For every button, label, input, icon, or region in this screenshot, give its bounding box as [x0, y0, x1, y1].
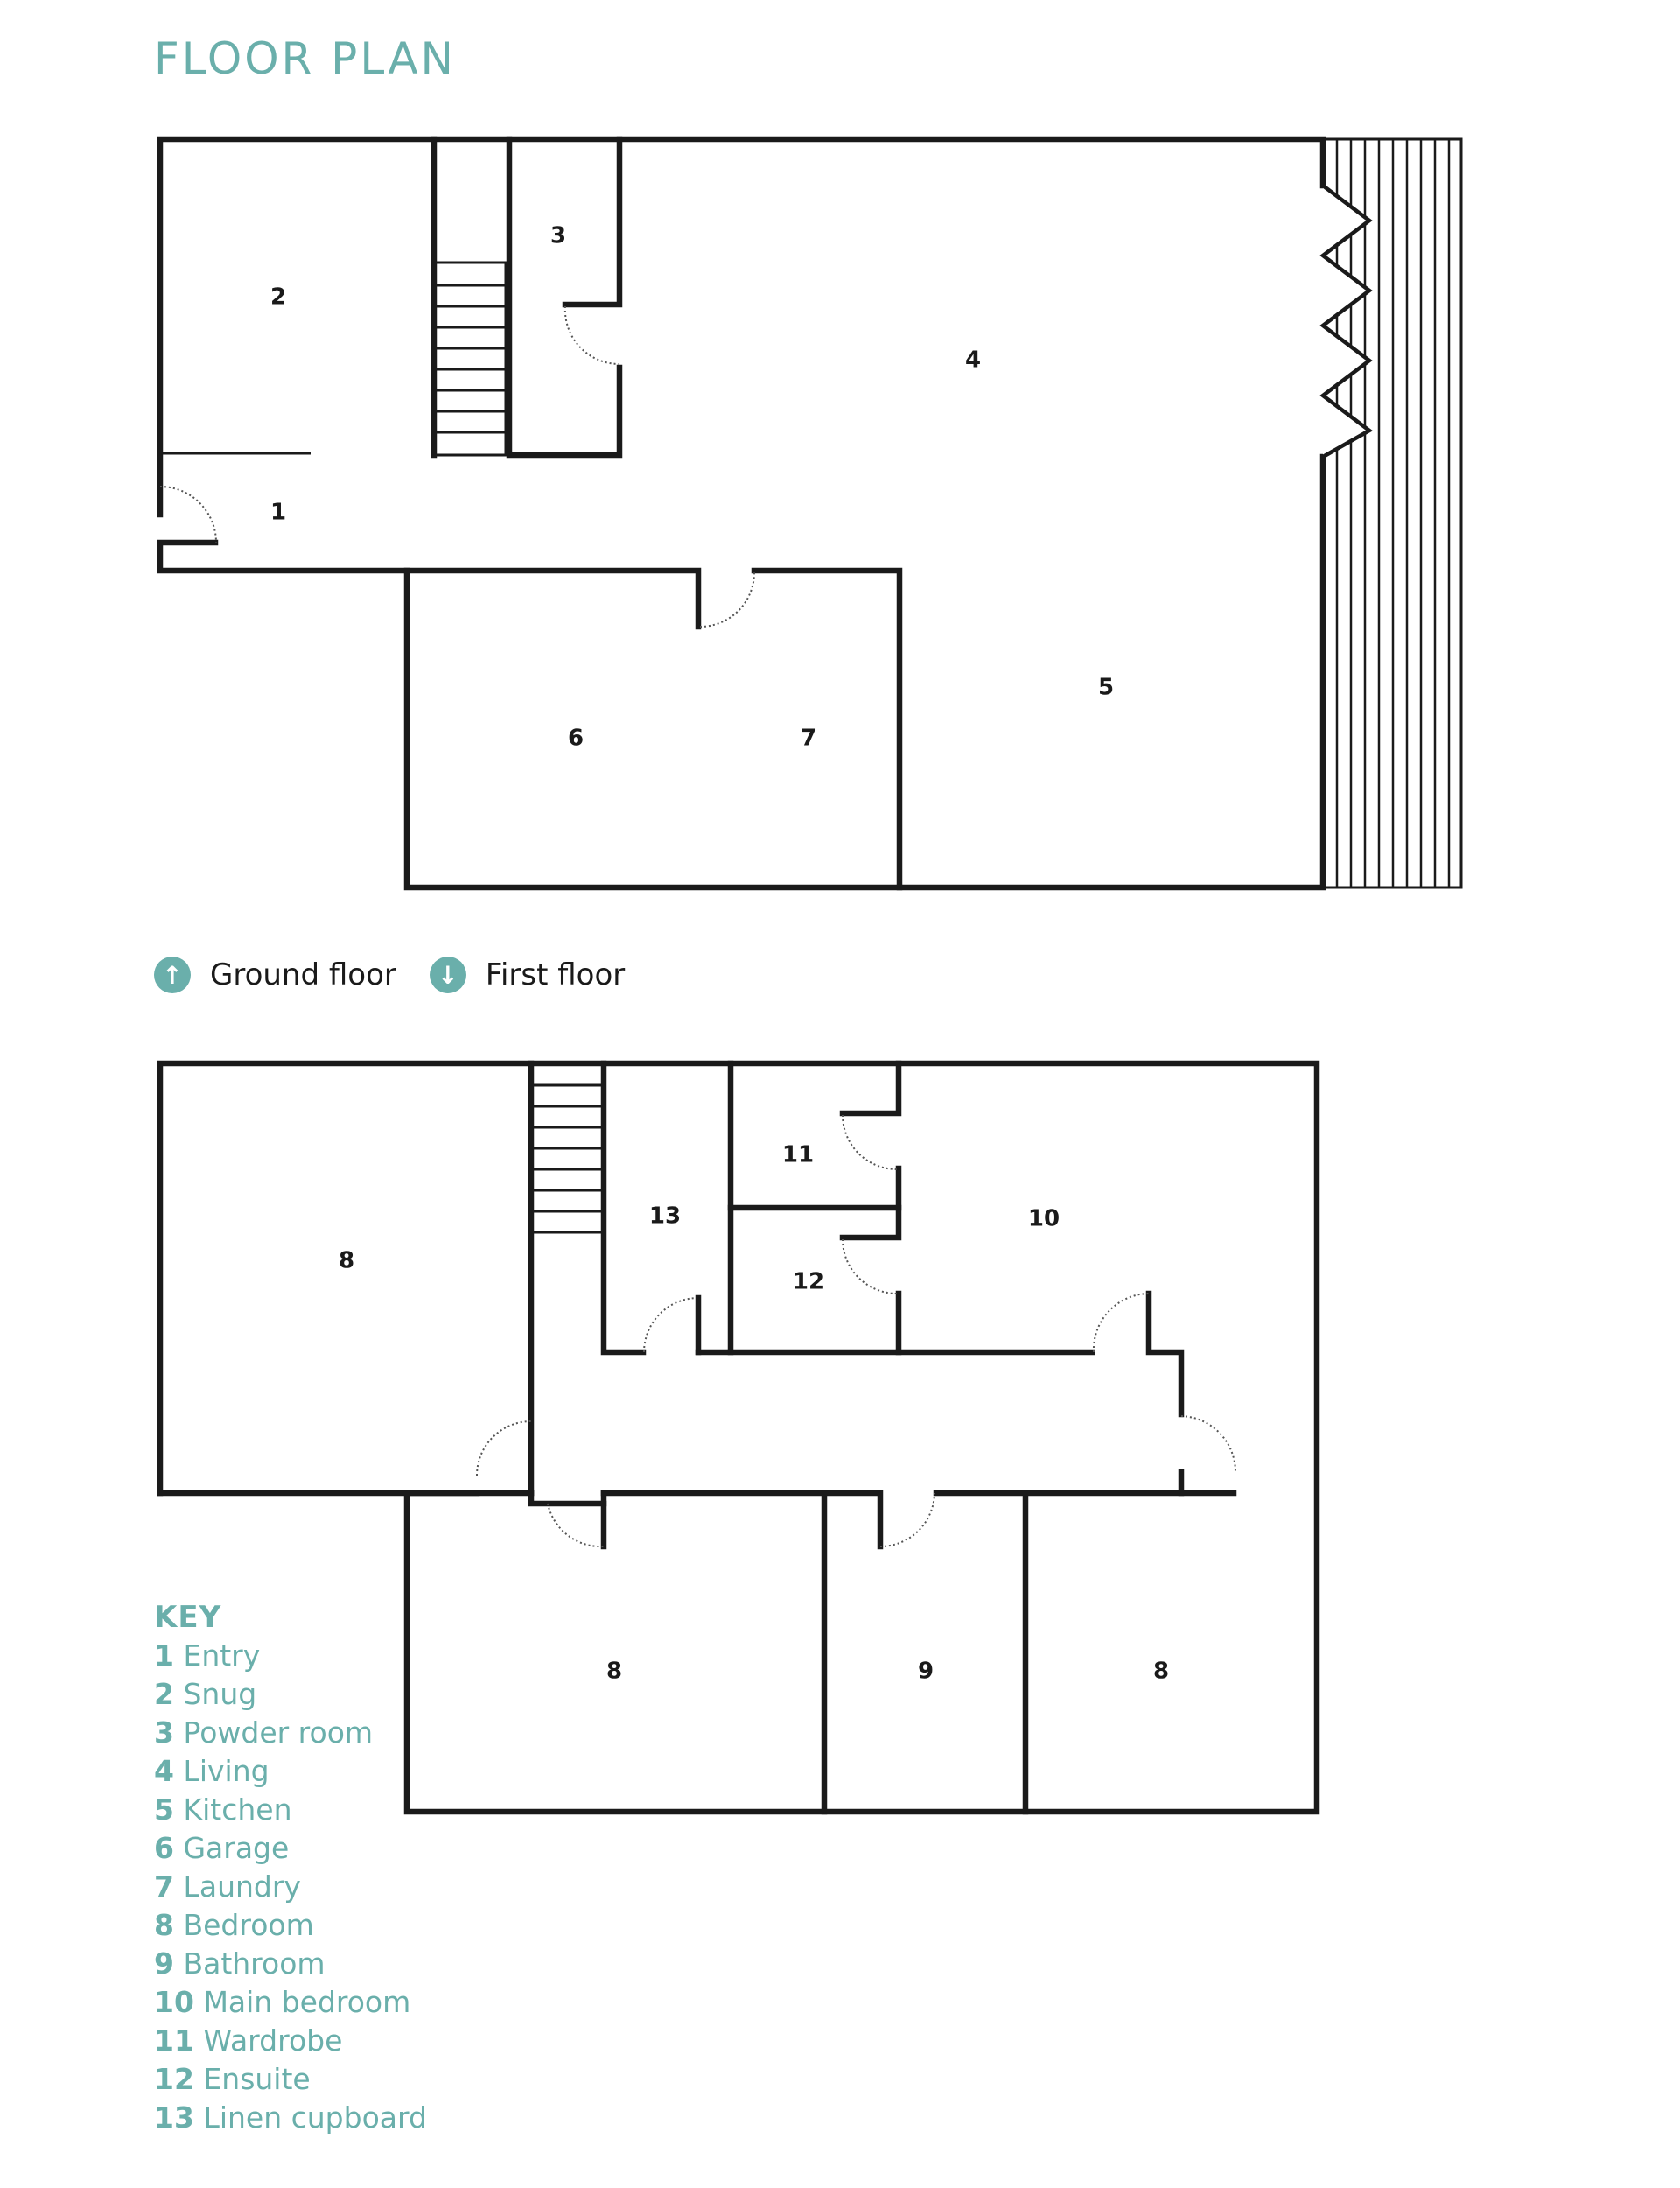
hall-end-door-swing: [1181, 1416, 1236, 1472]
main-bedroom-wall: [843, 1063, 899, 1113]
key-item: 3 Powder room: [154, 1715, 374, 1750]
linen-cupboard-wall-right: [698, 1063, 731, 1352]
linen-door-swing: [644, 1298, 698, 1352]
ground-stair-box: [434, 263, 506, 455]
ground-outer-wall-east: [160, 457, 1323, 887]
room-number-1: 1: [270, 499, 287, 526]
laundry-door-swing: [700, 572, 754, 627]
garage-wall-top: [407, 571, 698, 627]
laundry-wall-top: [754, 571, 900, 887]
room-number-5: 5: [1097, 674, 1115, 701]
first-stair-treads: [531, 1085, 604, 1211]
west-bedroom-door-swing: [477, 1421, 531, 1476]
room-number-8-south: 8: [606, 1658, 623, 1685]
ground-floor-plan: [160, 139, 1461, 887]
room-number-11: 11: [781, 1141, 815, 1168]
ensuite-door-swing: [843, 1239, 897, 1294]
arrow-up-icon: ↑: [154, 957, 191, 993]
ground-outer-wall: [160, 139, 1323, 515]
page-title: FLOOR PLAN: [154, 33, 456, 84]
room-number-6: 6: [567, 725, 584, 752]
bathroom-door-swing: [880, 1493, 934, 1546]
key-item: 11 Wardrobe: [154, 2023, 343, 2058]
main-bedroom-door-swing: [1094, 1294, 1150, 1352]
room-number-4: 4: [964, 347, 982, 374]
wardrobe-door-swing: [843, 1115, 897, 1169]
ground-stair-treads: [434, 285, 506, 432]
south-bedroom-door-swing: [548, 1504, 604, 1546]
legend-ground-floor: [154, 957, 396, 993]
main-bedroom-wall-low: [731, 1294, 899, 1352]
powder-room-wall-top: [565, 139, 620, 305]
key-heading: KEY: [154, 1600, 222, 1635]
key-item: 10 Main bedroom: [154, 1985, 411, 2019]
key-item: 13 Linen cupboard: [154, 2100, 427, 2135]
bifold-doors: [1323, 186, 1369, 457]
room-number-8-west: 8: [338, 1247, 355, 1274]
key-item: 8 Bedroom: [154, 1908, 314, 1942]
main-bedroom-door-jamb: [1149, 1294, 1181, 1414]
bathroom-wall-west: [604, 1493, 880, 1546]
main-bedroom-wall-mid: [843, 1168, 899, 1238]
entry-door-swing: [160, 487, 216, 543]
room-number-9: 9: [917, 1658, 934, 1685]
deck-boards: [1337, 139, 1449, 887]
room-number-7: 7: [800, 725, 817, 752]
hall-end-wall: [1181, 1472, 1234, 1493]
arrow-down-icon: ↓: [430, 957, 466, 993]
key-item: 12 Ensuite: [154, 2062, 311, 2096]
key-item: 5 Kitchen: [154, 1792, 292, 1827]
room-number-10: 10: [1027, 1205, 1060, 1232]
key-item: 9 Bathroom: [154, 1946, 326, 1981]
south-bedroom-door-jamb: [531, 1493, 604, 1504]
linen-cupboard-wall: [604, 1063, 643, 1352]
legend-first-floor: [430, 957, 625, 993]
room-number-2: 2: [270, 284, 287, 311]
legend-first-floor-label: First floor: [485, 957, 626, 992]
room-number-13: 13: [648, 1203, 682, 1230]
key-item: 2 Snug: [154, 1677, 257, 1711]
powder-room-wall: [509, 139, 620, 455]
legend-ground-floor-label: Ground floor: [210, 957, 396, 992]
room-number-8-east: 8: [1152, 1658, 1170, 1685]
room-key: [154, 1600, 427, 2137]
key-item: 6 Garage: [154, 1831, 290, 1865]
key-item: 4 Living: [154, 1754, 270, 1788]
powder-room-door-swing: [565, 306, 620, 364]
room-number-3: 3: [550, 222, 567, 249]
key-item: 7 Laundry: [154, 1869, 301, 1904]
key-item: 1 Entry: [154, 1638, 261, 1673]
floor-legend: [154, 957, 658, 993]
room-number-12: 12: [792, 1268, 825, 1295]
